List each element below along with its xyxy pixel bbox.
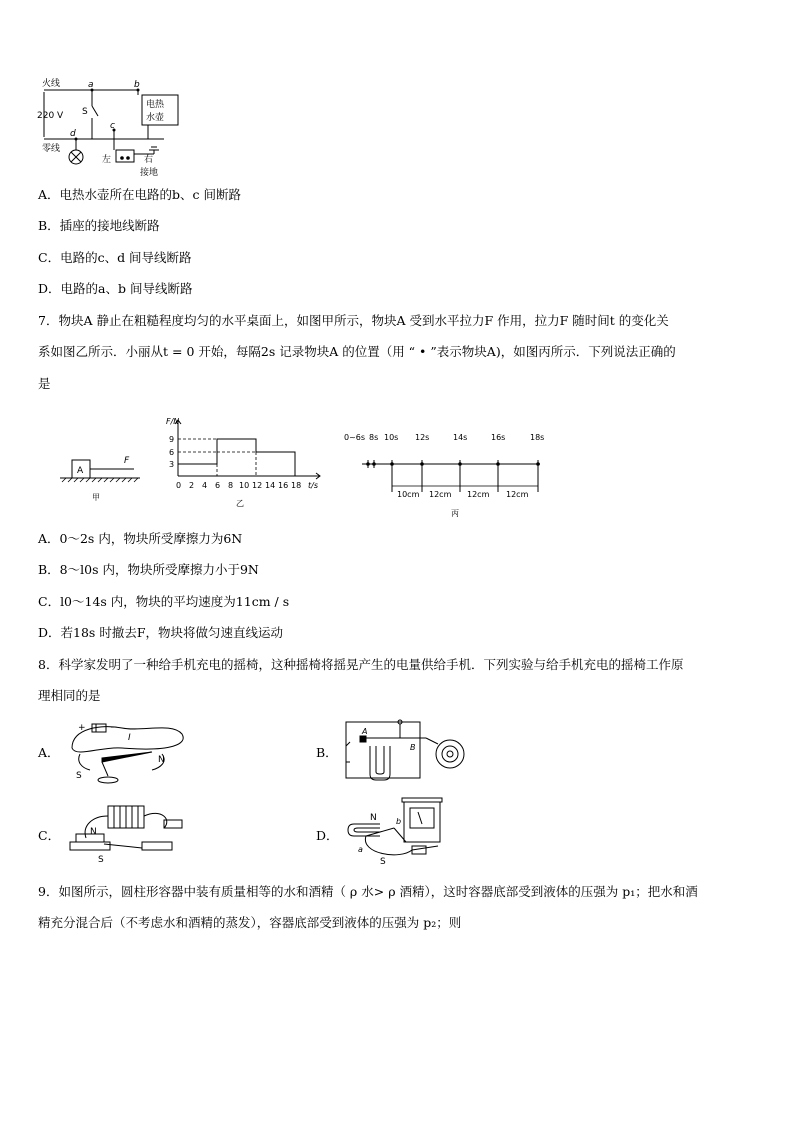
q7-stem-line3: 是 [38, 376, 51, 391]
xtick-14: 14 [265, 481, 276, 490]
current-label: I [128, 733, 131, 743]
gap-label-4: 12cm [506, 490, 529, 499]
xtick-4: 4 [202, 481, 208, 490]
q6-option-a: A．电热水壶所在电路的b、c 间断路 [38, 187, 242, 202]
plus-sign: + [78, 723, 86, 733]
figure-yi-force-time-graph [160, 412, 330, 512]
xtick-16: 16 [278, 481, 289, 490]
label-right: 右 [144, 155, 154, 165]
q8-figure-d-induction [340, 794, 470, 870]
label-a: a [88, 80, 94, 90]
figure-bing-position-record [338, 424, 558, 520]
label-kettle-2: 水壶 [146, 113, 165, 123]
pole-s-label: S [76, 771, 82, 781]
time-label-10s: 10s [384, 433, 399, 442]
q7-stem-line2: 系如图乙所示．小丽从t = 0 开始，每隔2s 记录物块A 的位置（用 “ • ”表示物块A)，如图丙所示．下列说法正确的 [38, 344, 676, 359]
label-b: b [134, 80, 140, 90]
pole-n-label: N [158, 755, 165, 765]
xtick-12: 12 [252, 481, 263, 490]
label-left: 左 [102, 155, 112, 165]
time-label-12s: 12s [415, 433, 430, 442]
xtick-0: 0 [176, 481, 182, 490]
label-ground: 接地 [140, 168, 159, 178]
axis-label-x: t/s [308, 481, 318, 490]
ytick-3: 3 [169, 460, 175, 469]
time-label-0-6s: 0~6s [344, 433, 366, 442]
q8-label-c: C． [38, 828, 61, 843]
xtick-2: 2 [189, 481, 195, 490]
q8-stem-line2: 理相同的是 [38, 688, 101, 703]
label-voltage: 220 V [37, 111, 64, 121]
induction-pole-n: N [370, 813, 377, 823]
q7-option-c: C．l0～14s 内，物块的平均速度为11cm / s [38, 594, 290, 609]
q8-figure-c-motor [62, 798, 202, 864]
q8-figure-b-electric-bell [340, 716, 470, 786]
label-c: c [110, 121, 115, 131]
q8-label-d: D． [316, 828, 339, 843]
q8-label-a: A． [38, 745, 60, 760]
ytick-9: 9 [169, 435, 175, 444]
induction-label-b: b [396, 817, 402, 826]
force-label: F [124, 456, 130, 466]
ytick-6: 6 [169, 448, 175, 457]
q7-option-a: A．0～2s 内，物块所受摩擦力为6N [38, 531, 243, 546]
induction-label-a: a [358, 845, 363, 854]
label-live: 火线 [42, 79, 61, 89]
xtick-18: 18 [291, 481, 302, 490]
motor-pole-n: N [90, 827, 97, 837]
q7-stem-line1: 7．物块A 静止在粗糙程度均匀的水平桌面上，如图甲所示，物块A 受到水平拉力F 作用，拉力F 随时间t 的变化关 [38, 313, 669, 328]
bell-label-a: A [362, 727, 368, 736]
q6-option-c: C．电路的c、d 间导线断路 [38, 250, 192, 265]
minus-sign: − [110, 723, 118, 733]
block-a-label: A [77, 466, 84, 476]
q7-option-b: B．8～l0s 内，物块所受摩擦力小于9N [38, 562, 259, 577]
motor-pole-s: S [98, 855, 104, 864]
label-d: d [70, 129, 76, 139]
gap-label-2: 12cm [429, 490, 452, 499]
xtick-8: 8 [228, 481, 234, 490]
q9-stem-line1: 9．如图所示，圆柱形容器中装有质量相等的水和酒精（ ρ 水> ρ 酒精），这时容器底部受到液体的压强为 p₁；把水和酒 [38, 884, 698, 899]
time-label-18s: 18s [530, 433, 545, 442]
label-neutral: 零线 [42, 144, 61, 154]
gap-label-3: 12cm [467, 490, 490, 499]
q6-option-d: D．电路的a、b 间导线断路 [38, 281, 193, 296]
axis-label-y: F/N [166, 417, 180, 426]
q9-stem-line2: 精充分混合后（不考虑水和酒精的蒸发），容器底部受到液体的压强为 p₂；则 [38, 915, 462, 930]
caption-yi: 乙 [236, 499, 244, 508]
q8-stem-line1: 8．科学家发明了一种给手机充电的摇椅，这种摇椅将摇晃产生的电量供给手机．下列实验与给手机充电的摇椅工作原 [38, 657, 684, 672]
label-kettle-1: 电热 [146, 100, 165, 110]
time-label-16s: 16s [491, 433, 506, 442]
label-switch: S [82, 107, 88, 117]
caption-jia: 甲 [92, 493, 100, 502]
xtick-6: 6 [215, 481, 221, 490]
time-label-8s: 8s [369, 433, 379, 442]
figure-jia [56, 448, 146, 508]
xtick-10: 10 [239, 481, 250, 490]
induction-pole-s: S [380, 857, 386, 867]
q8-label-b: B． [316, 745, 338, 760]
bell-label-b: B [410, 743, 416, 752]
q8-figure-a-oersted [62, 718, 192, 788]
time-label-14s: 14s [453, 433, 468, 442]
gap-label-1: 10cm [397, 490, 420, 499]
circuit-diagram [36, 78, 186, 178]
q6-option-b: B．插座的接地线断路 [38, 218, 160, 233]
q7-option-d: D．若18s 时撤去F，物块将做匀速直线运动 [38, 625, 283, 640]
caption-bing: 丙 [451, 509, 459, 518]
